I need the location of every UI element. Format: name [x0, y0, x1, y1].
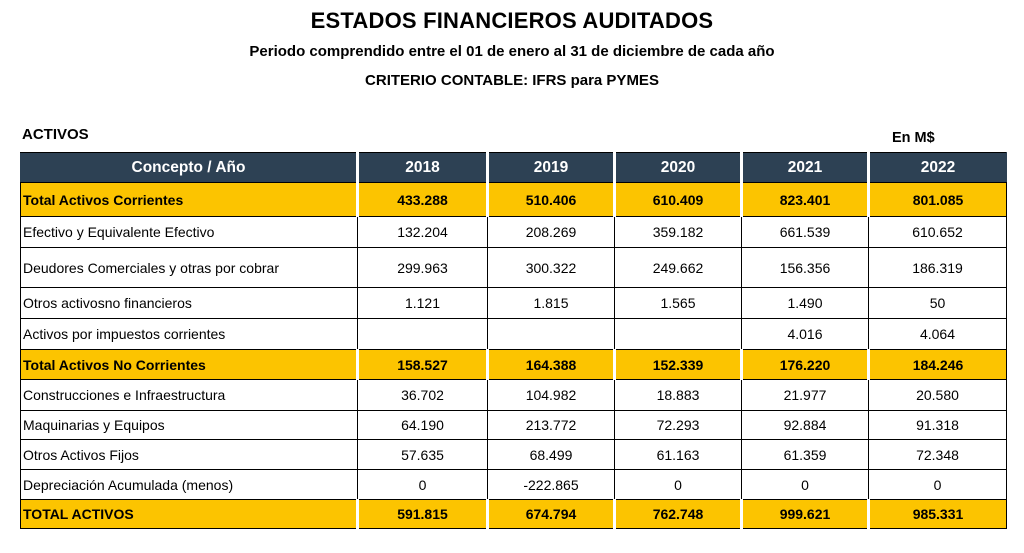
assets-table — [20, 152, 1007, 529]
value-cell: 132.204 — [358, 217, 488, 248]
value-cell: 1.490 — [742, 288, 869, 319]
value-cell: 68.499 — [488, 440, 615, 470]
value-cell: 985.331 — [869, 500, 1007, 529]
row-label: Otros Activos Fijos — [21, 440, 358, 470]
value-cell: 91.318 — [869, 411, 1007, 440]
value-cell: 801.085 — [869, 183, 1007, 217]
value-cell: 156.356 — [742, 248, 869, 288]
column-header: 2018 — [358, 153, 488, 183]
value-cell: 0 — [615, 470, 742, 500]
table-row — [21, 288, 1007, 319]
value-cell: 152.339 — [615, 350, 742, 380]
table-header-row — [21, 153, 1007, 183]
column-header: 2020 — [615, 153, 742, 183]
value-cell: 50 — [869, 288, 1007, 319]
value-cell: 20.580 — [869, 380, 1007, 411]
value-cell: 57.635 — [358, 440, 488, 470]
column-header: 2022 — [869, 153, 1007, 183]
column-header: Concepto / Año — [21, 153, 358, 183]
value-cell: 1.121 — [358, 288, 488, 319]
row-label: TOTAL ACTIVOS — [21, 500, 358, 529]
total-row — [21, 350, 1007, 380]
value-cell: 176.220 — [742, 350, 869, 380]
value-cell: 661.539 — [742, 217, 869, 248]
row-label: Otros activosno financieros — [21, 288, 358, 319]
accounting-criterion: CRITERIO CONTABLE: IFRS para PYMES — [365, 72, 659, 89]
document-title: ESTADOS FINANCIEROS AUDITADOS — [310, 8, 714, 33]
value-cell: 0 — [742, 470, 869, 500]
value-cell — [358, 319, 488, 350]
value-cell: 0 — [358, 470, 488, 500]
value-cell: 823.401 — [742, 183, 869, 217]
row-label: Total Activos No Corrientes — [21, 350, 358, 380]
column-header: 2021 — [742, 153, 869, 183]
value-cell: 0 — [869, 470, 1007, 500]
value-cell: 208.269 — [488, 217, 615, 248]
table-row — [21, 319, 1007, 350]
value-cell: 72.293 — [615, 411, 742, 440]
value-cell: 36.702 — [358, 380, 488, 411]
value-cell: 300.322 — [488, 248, 615, 288]
value-cell — [488, 319, 615, 350]
value-cell: 610.409 — [615, 183, 742, 217]
period-subtitle: Periodo comprendido entre el 01 de enero al 31 de diciembre de cada año — [249, 43, 775, 60]
row-label: Efectivo y Equivalente Efectivo — [21, 217, 358, 248]
value-cell: 104.982 — [488, 380, 615, 411]
value-cell: 213.772 — [488, 411, 615, 440]
value-cell: 72.348 — [869, 440, 1007, 470]
value-cell: 359.182 — [615, 217, 742, 248]
row-label: Activos por impuestos corrientes — [21, 319, 358, 350]
row-label: Deudores Comerciales y otras por cobrar — [21, 248, 358, 288]
value-cell: 164.388 — [488, 350, 615, 380]
row-label: Depreciación Acumulada (menos) — [21, 470, 358, 500]
value-cell: 1.815 — [488, 288, 615, 319]
value-cell: 64.190 — [358, 411, 488, 440]
table-row — [21, 440, 1007, 470]
value-cell: 184.246 — [869, 350, 1007, 380]
value-cell: 4.064 — [869, 319, 1007, 350]
value-cell: 4.016 — [742, 319, 869, 350]
value-cell: 610.652 — [869, 217, 1007, 248]
value-cell: 18.883 — [615, 380, 742, 411]
total-row — [21, 500, 1007, 529]
table-row — [21, 248, 1007, 288]
row-label: Maquinarias y Equipos — [21, 411, 358, 440]
value-cell: 21.977 — [742, 380, 869, 411]
value-cell: -222.865 — [488, 470, 615, 500]
table-row — [21, 470, 1007, 500]
table-row — [21, 411, 1007, 440]
value-cell: 186.319 — [869, 248, 1007, 288]
row-label: Total Activos Corrientes — [21, 183, 358, 217]
value-cell: 591.815 — [358, 500, 488, 529]
value-cell: 249.662 — [615, 248, 742, 288]
value-cell: 674.794 — [488, 500, 615, 529]
section-label: ACTIVOS — [22, 126, 89, 143]
value-cell: 61.359 — [742, 440, 869, 470]
value-cell: 92.884 — [742, 411, 869, 440]
column-header: 2019 — [488, 153, 615, 183]
total-row — [21, 183, 1007, 217]
value-cell: 61.163 — [615, 440, 742, 470]
value-cell: 433.288 — [358, 183, 488, 217]
value-cell: 510.406 — [488, 183, 615, 217]
unit-label: En M$ — [892, 130, 935, 146]
value-cell: 999.621 — [742, 500, 869, 529]
value-cell: 299.963 — [358, 248, 488, 288]
table-row — [21, 380, 1007, 411]
value-cell: 1.565 — [615, 288, 742, 319]
value-cell: 762.748 — [615, 500, 742, 529]
row-label: Construcciones e Infraestructura — [21, 380, 358, 411]
value-cell — [615, 319, 742, 350]
value-cell: 158.527 — [358, 350, 488, 380]
table-row — [21, 217, 1007, 248]
